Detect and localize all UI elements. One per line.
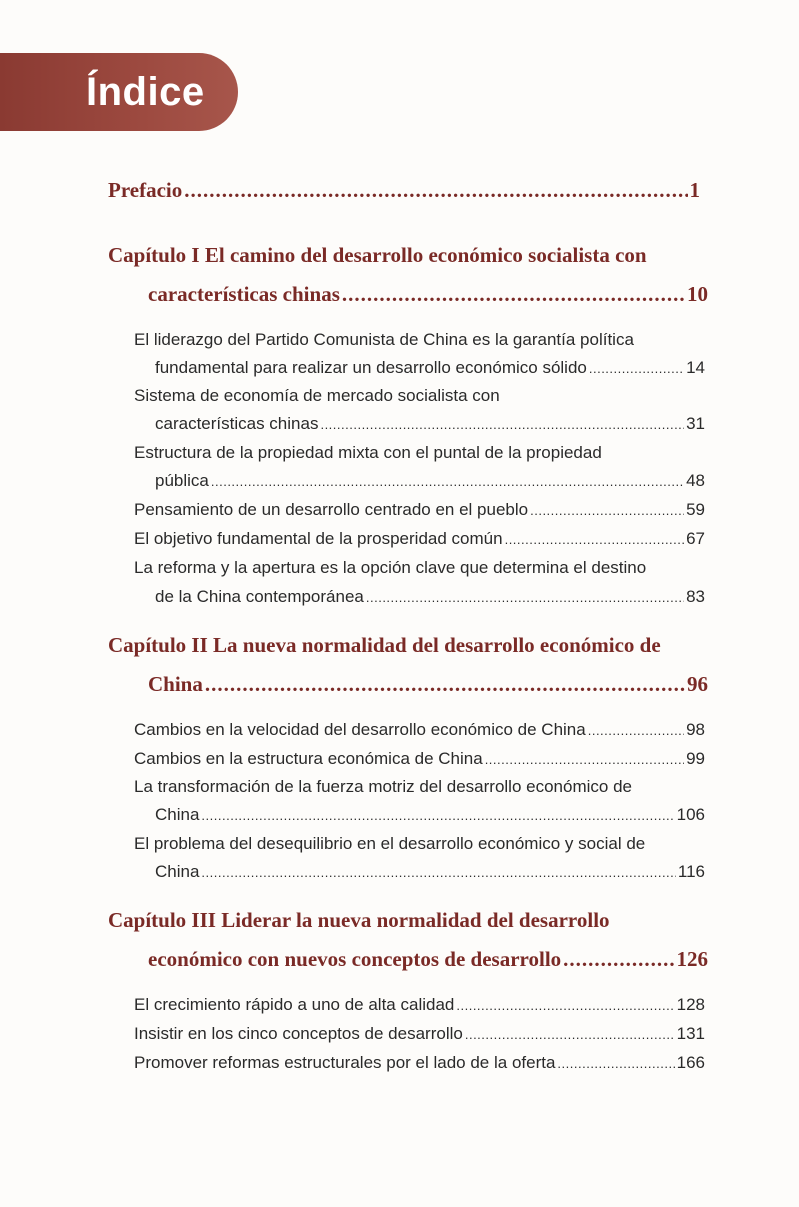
section-1-5-title: El objetivo fundamental de la prosperidad común <box>134 529 503 548</box>
section-2-2-entry[interactable] <box>134 749 705 769</box>
section-2-4-entry[interactable] <box>155 862 705 882</box>
section-1-2-line2: características chinas <box>155 414 319 433</box>
section-1-1-line1[interactable]: El liderazgo del Partido Comunista de China es la garantía política <box>134 330 634 349</box>
section-2-4-page: 116 <box>677 862 705 881</box>
dot-leader <box>557 1056 674 1071</box>
dot-leader <box>205 672 685 697</box>
section-1-4-page: 59 <box>686 500 705 519</box>
section-2-3-line2: China <box>155 805 200 824</box>
section-1-6-line1[interactable]: La reforma y la apertura es la opción clave que determina el destino <box>134 558 647 577</box>
section-3-3-page: 166 <box>676 1053 705 1072</box>
section-3-2-title: Insistir en los cinco conceptos de desarrollo <box>134 1024 463 1043</box>
dot-leader <box>465 1027 675 1042</box>
dot-leader <box>589 361 684 376</box>
chapter-1-page: 10 <box>687 282 708 306</box>
chapter-3-title-line1[interactable]: Capítulo III Liderar la nueva normalidad del desarrollo <box>108 908 610 932</box>
section-2-1-entry[interactable] <box>134 720 705 740</box>
dot-leader <box>320 417 684 432</box>
section-3-2-page: 131 <box>676 1024 705 1043</box>
dot-leader <box>530 503 684 518</box>
chapter-2-title-line2: China <box>148 672 203 696</box>
section-2-3-line1[interactable]: La transformación de la fuerza motriz del desarrollo económico de <box>134 777 632 796</box>
section-3-1-title: El crecimiento rápido a uno de alta calidad <box>134 995 455 1014</box>
section-1-3-page: 48 <box>686 471 705 490</box>
dot-leader <box>563 947 674 972</box>
dot-leader <box>505 532 685 547</box>
toc-entry-prefacio[interactable] <box>108 178 700 203</box>
dot-leader <box>485 752 684 767</box>
section-2-1-page: 98 <box>686 720 705 739</box>
section-1-3-line2: pública <box>155 471 209 490</box>
chapter-3-page: 126 <box>676 947 708 971</box>
section-3-3-entry[interactable] <box>134 1053 705 1073</box>
section-1-4-entry[interactable] <box>134 500 705 520</box>
section-2-2-title: Cambios en la estructura económica de China <box>134 749 483 768</box>
dot-leader <box>201 808 674 823</box>
dot-leader <box>211 474 684 489</box>
prefacio-page: 1 <box>689 178 700 202</box>
dot-leader <box>456 998 674 1013</box>
section-2-3-entry[interactable] <box>155 805 705 825</box>
section-1-2-entry[interactable] <box>155 414 705 434</box>
dot-leader <box>588 723 684 738</box>
section-2-4-line1[interactable]: El problema del desequilibrio en el desarrollo económico y social de <box>134 834 646 853</box>
section-1-5-entry[interactable] <box>134 529 705 549</box>
chapter-1-title-line1[interactable]: Capítulo I El camino del desarrollo económico socialista con <box>108 243 647 267</box>
section-1-2-page: 31 <box>686 414 705 433</box>
dot-leader <box>366 590 684 605</box>
section-2-3-page: 106 <box>676 805 705 824</box>
section-3-1-entry[interactable] <box>134 995 705 1015</box>
section-1-3-entry[interactable] <box>155 471 705 491</box>
section-1-3-line1[interactable]: Estructura de la propiedad mixta con el puntal de la propiedad <box>134 443 602 462</box>
section-1-5-page: 67 <box>686 529 705 548</box>
chapter-1-title-line2: características chinas <box>148 282 340 306</box>
chapter-3-entry[interactable] <box>148 947 708 972</box>
chapter-2-page: 96 <box>687 672 708 696</box>
chapter-2-entry[interactable] <box>148 672 708 697</box>
section-2-4-line2: China <box>155 862 200 881</box>
chapter-1-entry[interactable] <box>148 282 708 307</box>
section-1-2-line1[interactable]: Sistema de economía de mercado socialista con <box>134 386 500 405</box>
section-2-2-page: 99 <box>686 749 705 768</box>
chapter-3-title-line2: económico con nuevos conceptos de desarrollo <box>148 947 562 971</box>
dot-leader <box>201 865 675 880</box>
section-1-1-line2: fundamental para realizar un desarrollo económico sólido <box>155 358 587 377</box>
section-1-1-entry[interactable] <box>155 358 705 378</box>
section-1-6-page: 83 <box>686 587 705 606</box>
section-3-1-page: 128 <box>676 995 705 1014</box>
section-1-6-line2: de la China contemporánea <box>155 587 364 606</box>
section-3-2-entry[interactable] <box>134 1024 705 1044</box>
prefacio-label: Prefacio <box>108 178 183 202</box>
section-2-1-title: Cambios en la velocidad del desarrollo económico de China <box>134 720 586 739</box>
section-1-1-page: 14 <box>686 358 705 377</box>
chapter-2-title-line1[interactable]: Capítulo II La nueva normalidad del desarrollo económico de <box>108 633 661 657</box>
section-3-3-title: Promover reformas estructurales por el lado de la oferta <box>134 1053 556 1072</box>
page-title: Índice <box>86 70 205 114</box>
section-1-6-entry[interactable] <box>155 587 705 607</box>
dot-leader <box>184 178 687 203</box>
section-1-4-title: Pensamiento de un desarrollo centrado en el pueblo <box>134 500 529 519</box>
dot-leader <box>342 282 685 307</box>
